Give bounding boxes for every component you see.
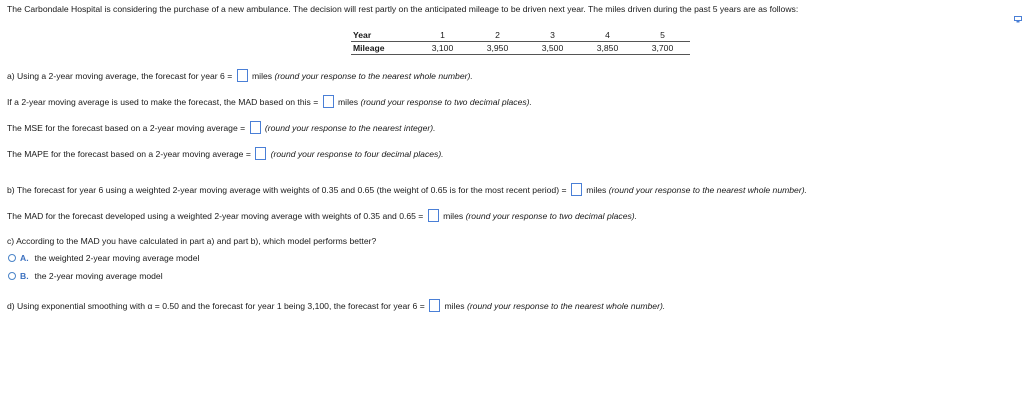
problem-intro: The Carbondale Hospital is considering the purchase of a new ambulance. The decision will rest partly on the anticipated mileage to be driven next year. The miles driven during the past 5 years are as follows:	[7, 4, 799, 14]
year-cell: 2	[470, 29, 525, 42]
answer-input-b-mad[interactable]	[428, 209, 439, 222]
year-cell: 3	[525, 29, 580, 42]
table-row-mileage	[351, 42, 690, 55]
question-b-mad	[7, 210, 637, 223]
mileage-cell: 3,700	[635, 42, 690, 55]
answer-input-a-forecast[interactable]	[237, 69, 248, 82]
mileage-table	[351, 29, 690, 55]
rounding-hint: (round your response to four decimal places).	[270, 148, 444, 159]
option-letter: A.	[20, 253, 29, 263]
table-row-year	[351, 29, 690, 42]
radio-button[interactable]	[8, 254, 16, 262]
unit-label: miles	[444, 300, 465, 311]
option-letter: B.	[20, 271, 29, 281]
question-b-forecast	[7, 184, 807, 197]
rounding-hint: (round your response to the nearest whole number).	[274, 70, 473, 81]
answer-input-a-mape[interactable]	[255, 147, 266, 160]
answer-input-a-mad[interactable]	[323, 95, 334, 108]
option-b[interactable]	[8, 271, 163, 281]
question-a-forecast	[7, 70, 473, 83]
option-a[interactable]	[8, 253, 199, 263]
answer-input-b-forecast[interactable]	[571, 183, 582, 196]
question-text: d) Using exponential smoothing with α = 0.50 and the forecast for year 1 being 3,100, the forecast for year 6 =	[7, 300, 425, 311]
answer-input-d-forecast[interactable]	[429, 299, 440, 312]
question-text: a) Using a 2-year moving average, the forecast for year 6 =	[7, 70, 233, 81]
mileage-cell: 3,950	[470, 42, 525, 55]
radio-button[interactable]	[8, 272, 16, 280]
question-a-mad	[7, 96, 532, 109]
question-a-mse	[7, 122, 435, 135]
rounding-hint: (round your response to two decimal places).	[465, 210, 638, 221]
question-text: The MAD for the forecast developed using a weighted 2-year moving average with weights of 0.35 and 0.65 =	[7, 210, 424, 221]
question-d-forecast	[7, 300, 665, 313]
year-cell: 4	[580, 29, 635, 42]
copy-to-clipboard-icon[interactable]	[1014, 16, 1022, 23]
question-text: If a 2-year moving average is used to make the forecast, the MAD based on this =	[7, 96, 319, 107]
question-a-mape	[7, 148, 444, 161]
mileage-cell: 3,500	[525, 42, 580, 55]
mileage-header: Mileage	[351, 42, 415, 55]
option-text: the weighted 2-year moving average model	[34, 253, 200, 263]
unit-label: miles	[586, 184, 607, 195]
year-cell: 1	[415, 29, 470, 42]
rounding-hint: (round your response to two decimal places).	[360, 96, 532, 107]
unit-label: miles	[252, 70, 273, 81]
rounding-hint: (round your response to the nearest integer).	[264, 122, 436, 133]
question-text: The MAPE for the forecast based on a 2-year moving average =	[7, 148, 251, 159]
unit-label: miles	[338, 96, 359, 107]
question-c-prompt: c) According to the MAD you have calculated in part a) and part b), which model performs better?	[7, 236, 377, 246]
question-text: b) The forecast for year 6 using a weighted 2-year moving average with weights of 0.35 and 0.65 (the weight of 0.65 is for the most recent period) =	[7, 184, 567, 195]
year-header: Year	[351, 29, 415, 42]
year-cell: 5	[635, 29, 690, 42]
option-text: the 2-year moving average model	[34, 271, 163, 281]
rounding-hint: (round your response to the nearest whole number).	[466, 300, 666, 311]
unit-label: miles	[443, 210, 464, 221]
rounding-hint: (round your response to the nearest whole number).	[608, 184, 807, 195]
mileage-cell: 3,100	[415, 42, 470, 55]
question-text: The MSE for the forecast based on a 2-year moving average =	[7, 122, 246, 133]
mileage-cell: 3,850	[580, 42, 635, 55]
answer-input-a-mse[interactable]	[250, 121, 261, 134]
